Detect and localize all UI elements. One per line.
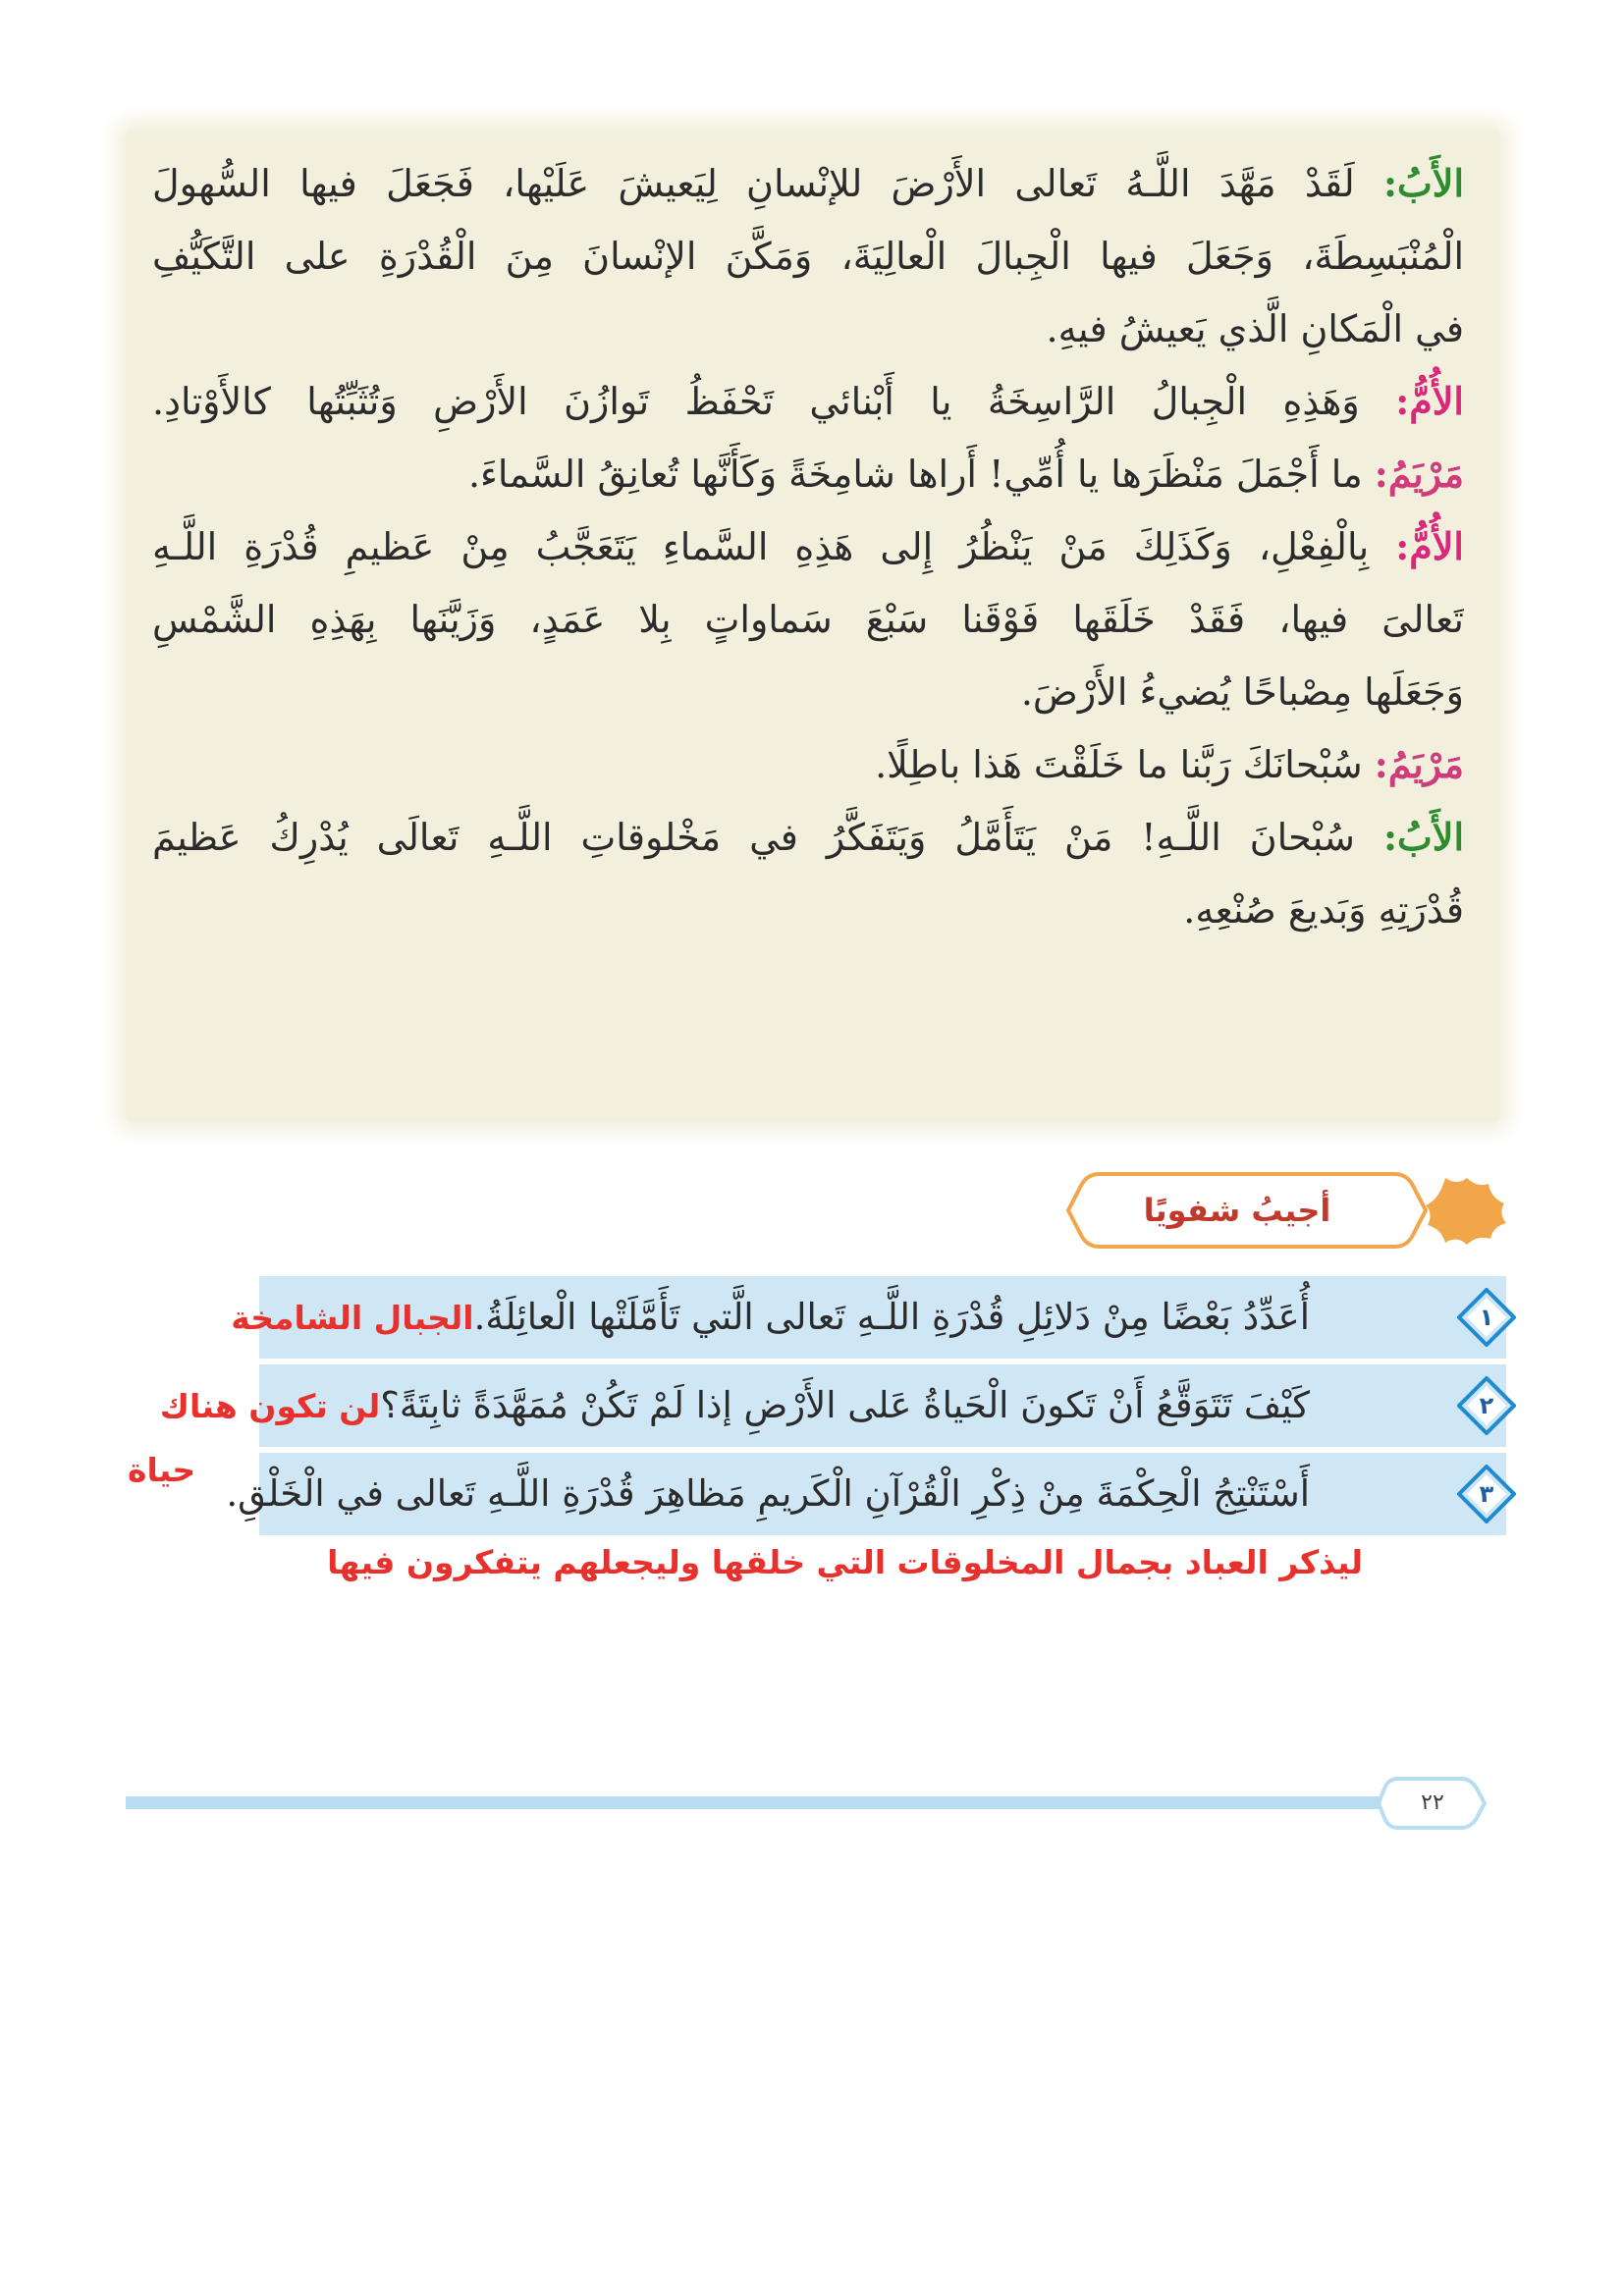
- question-3-number: ٣: [1479, 1480, 1494, 1508]
- question-1: [231, 1276, 1506, 1359]
- speaker-label: الأَبُ:: [1382, 815, 1464, 859]
- story-line-7: [152, 583, 1464, 656]
- story-line-text: قُدْرَتِهِ وَبَديعَ صُنْعِهِ.: [1183, 888, 1464, 932]
- story-line-text: لَقَدْ مَهَّدَ اللَّـهُ تَعالى الأَرْضَ للإنْسانِ لِيَعيشَ عَلَيْها، فَجَعَلَ فيها السُّهولَ: [152, 162, 1383, 205]
- question-1-answer: الجبال الشامخة: [231, 1299, 474, 1337]
- story-line-1: [152, 147, 1464, 220]
- speaker-label: الأُمُّ:: [1395, 524, 1464, 568]
- question-text: كَيْفَ تَتَوَقَّعُ أَنْ تَكونَ الْحَياةُ عَلى الأَرْضِ إذا لَمْ تَكُنْ مُمَهَّدَةً ثابِتَةً؟: [380, 1384, 1310, 1426]
- question-3: [226, 1453, 1506, 1535]
- story-line-10: [152, 801, 1464, 874]
- footer-bar: [126, 1796, 1392, 1809]
- question-2: [159, 1364, 1506, 1447]
- question-2-answer: لن تكون هناك: [159, 1387, 381, 1425]
- story-line-text: وَجَعَلَها مِصْباحًا يُضيءُ الأَرْضَ.: [1020, 670, 1464, 714]
- story-line-text: بِالْفِعْلِ، وَكَذَلِكَ مَنْ يَنْظُرُ إِلى هَذِهِ السَّماءِ يَتَعَجَّبُ مِنْ عَظيمِ قُدْرَةِ اللَّـهِ: [152, 525, 1396, 568]
- story-line-text: سُبْحانَ اللَّـهِ! مَنْ يَتَأَمَّلُ وَيَتَفَكَّرُ في مَخْلوقاتِ اللَّـهِ تَعالَى يُدْرِكُ عَظيمَ: [152, 816, 1383, 859]
- story-line-8: [152, 656, 1464, 728]
- question-2-answer-continued: حياة: [128, 1451, 196, 1489]
- speaker-label: الأُمُّ:: [1395, 379, 1464, 423]
- question-3-text: أَسْتَنْتِجُ الْحِكْمَةَ مِنْ ذِكْرِ الْقُرْآنِ الْكَريمِ مَظاهِرَ قُدْرَةِ اللَّـهِ تَعالى في الْخَلْقِ.: [226, 1472, 1310, 1515]
- story-line-11: [152, 874, 1464, 946]
- question-text: أُعَدِّدُ بَعْضًا مِنْ دَلائِلِ قُدْرَةِ اللَّـهِ تَعالى الَّتي تَأَمَّلَتْها الْعائِلَةُ.: [473, 1296, 1310, 1338]
- story-line-9: [152, 728, 1464, 801]
- question-2-number: ٢: [1479, 1392, 1494, 1419]
- speaker-label: مَرْيَمُ:: [1374, 742, 1464, 786]
- story-text: [152, 147, 1464, 946]
- speaker-label: مَرْيَمُ:: [1374, 452, 1464, 496]
- story-line-text: سُبْحانَكَ رَبَّنا ما خَلَقْتَ هَذا باطِلًا.: [875, 743, 1375, 786]
- story-line-text: الْمُنْبَسِطَةَ، وَجَعَلَ فيها الْجِبالَ الْعالِيَةَ، وَمَكَّنَ الإنْسانَ مِنَ الْقُدْرَةِ على التَّكَيُّفِ: [152, 235, 1464, 278]
- story-line-3: [152, 293, 1464, 365]
- story-line-text: ما أَجْمَلَ مَنْظَرَها يا أُمِّي! أَراها شامِخَةً وَكَأَنَّها تُعانِقُ السَّماءَ.: [467, 453, 1375, 496]
- story-line-text: تَعالىَ فيها، فَقَدْ خَلَقَها فَوْقَنا سَبْعَ سَماواتٍ بِلا عَمَدٍ، وَزَيَّنَها بِهَذِهِ الشَّمْسِ: [152, 598, 1464, 641]
- question-2-text: [160, 1364, 1310, 1447]
- story-line-text: وَهَذِهِ الْجِبالُ الرَّاسِخَةُ يا أَبْنائي تَحْفَظُ تَوازُنَ الأَرْضِ وَتُثَبِّتُها كالأَوْتادِ.: [152, 380, 1396, 423]
- story-line-5: [152, 438, 1464, 510]
- question-1-text: [231, 1276, 1310, 1359]
- story-line-6: [152, 510, 1464, 583]
- story-line-4: [152, 365, 1464, 438]
- section-title: أجيبُ شفويًا: [1143, 1192, 1331, 1229]
- speaker-label: الأَبُ:: [1382, 161, 1464, 205]
- story-line-2: [152, 220, 1464, 293]
- question-1-number: ١: [1479, 1304, 1494, 1331]
- story-line-text: في الْمَكانِ الَّذي يَعيشُ فيهِ.: [1046, 307, 1464, 350]
- question-3-answer: ليذكر العباد بجمال المخلوقات التي خلقها وليجعلهم يتفكرون فيها: [327, 1543, 1363, 1581]
- page-number: ٢٢: [1421, 1790, 1444, 1815]
